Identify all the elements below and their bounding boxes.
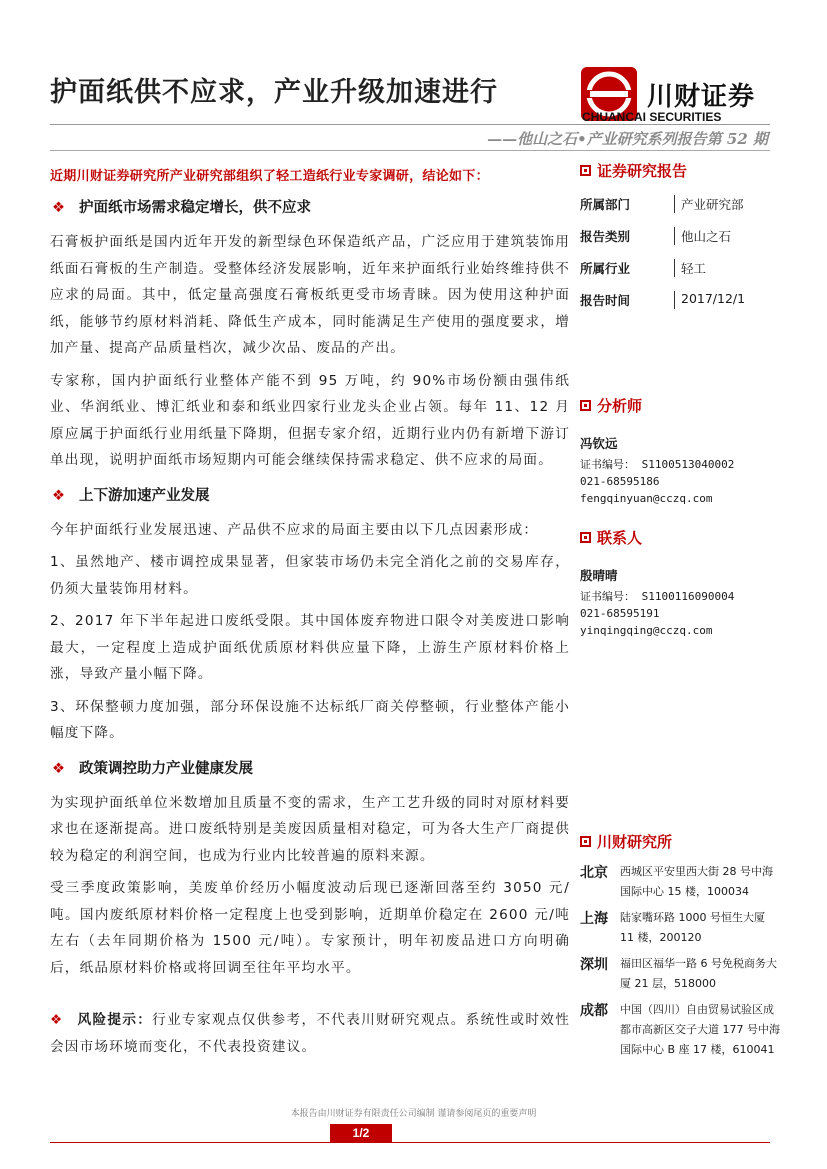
- square-bullet-icon: [580, 532, 591, 543]
- office-beijing: 北京 西城区平安里西大街 28 号中海国际中心 15 楼，100034: [580, 865, 773, 898]
- sidebar: [580, 160, 780, 1060]
- brand-name-cn: 川财证券: [647, 82, 756, 112]
- paragraph: 专家称，国内护面纸行业整体产能不到 95 万吨，约 90%市场份额由强伟纸业、华润纸业、博汇纸业和泰和纸业四家行业龙头企业占领。每年 11、12 月原应属于护面纸行业用纸量下降期，但据专家介绍，近期行业内仍有新增下游订单出现，说明护面纸市场短期内可能会继续保持需求稳定、供不应求的局面。: [50, 372, 570, 468]
- office-shenzhen: 深圳 福田区福华一路 6 号免税商务大厦 21 层，518000: [580, 957, 777, 990]
- office-chengdu: 成都 中国（四川）自由贸易试验区成都市高新区交子大道 177 号中海国际中心 B 座 17 楼，610041: [580, 1003, 780, 1056]
- square-bullet-icon: [580, 400, 591, 411]
- contact-heading: 联系人: [580, 527, 780, 548]
- analyst-name: 冯钦远: [580, 436, 618, 451]
- section-heading: ❖ 护面纸市场需求稳定增长，供不应求: [52, 200, 311, 216]
- contact-cert: 证书编号： S1100116090004: [580, 590, 735, 603]
- report-subtitle: ——他山之石•产业研究系列报告第 52 期: [487, 130, 768, 148]
- subtitle-divider: [50, 150, 770, 151]
- paragraph: 石膏板护面纸是国内近年开发的新型绿色环保造纸产品，广泛应用于建筑装饰用纸面石膏板的生产制造。受整体经济发展影响，近年来护面纸行业始终维持供不应求的局面。其中，低定量高强度石膏板纸更受市场青睐。因为使用这种护面纸，能够节约原材料消耗、降低生产成本，同时能满足生产使用的强度要求，增加产量、提高产品质量档次，减少次品、废品的产出。: [50, 234, 570, 356]
- analyst-phone: 021-68595186: [580, 475, 660, 488]
- office-shanghai: 上海 陆家嘴环路 1000 号恒生大厦 11 楼，200120: [580, 911, 765, 944]
- diamond-bullet-icon: ❖: [50, 1012, 64, 1028]
- report-title: 护面纸供不应求，产业升级加速进行: [50, 77, 498, 108]
- analyst-email[interactable]: fengqinyuan@cczq.com: [580, 492, 713, 505]
- info-row: 所属行业 轻工: [580, 261, 707, 276]
- paragraph: 3、环保整顿力度加强，部分环保设施不达标纸厂商关停整顿，行业整体产能小幅度下降。: [50, 698, 570, 741]
- analyst-heading: 分析师: [580, 395, 780, 416]
- risk-warning: ❖ 风险提示：行业专家观点仅供参考，不代表川财研究观点。系统性或时效性会因市场环境而变化，不代表投资建议。: [50, 1012, 570, 1055]
- diamond-bullet-icon: ❖: [52, 200, 65, 216]
- contact-email[interactable]: yinqingqing@cczq.com: [580, 624, 713, 637]
- brand-name-en: CHUANCAI SECURITIES: [582, 110, 722, 124]
- square-bullet-icon: [580, 836, 591, 847]
- paragraph: 为实现护面纸单位米数增加且质量不变的需求，生产工艺升级的同时对原材料要求也在逐渐提高。进口废纸特别是美废因质量相对稳定，可为各大生产厂商提供较为稳定的利润空间，也成为行业内比较普遍的原料来源。: [50, 794, 570, 864]
- page-number: 1/2: [330, 1124, 392, 1142]
- analyst-cert: 证书编号： S1100513040002: [580, 458, 735, 471]
- institute-heading: 川财研究所: [580, 831, 780, 852]
- main-content: [50, 160, 570, 1066]
- paragraph: 今年护面纸行业发展迅速、产品供不应求的局面主要由以下几点因素形成：: [50, 521, 539, 538]
- diamond-bullet-icon: ❖: [52, 487, 65, 504]
- paragraph: 1、虽然地产、楼市调控成果显著，但家装市场仍未完全消化之前的交易库存，仍须大量装饰用材料。: [50, 554, 570, 597]
- footer-divider: [50, 1142, 770, 1143]
- contact-phone: 021-68595191: [580, 607, 660, 620]
- paragraph: 2、2017 年下半年起进口废纸受限。其中国体废弃物进口限令对美废进口影响最大，一定程度上造成护面纸优质原材料供应量下降，上游生产原材料价格上涨，导致产量小幅下降。: [50, 613, 570, 682]
- section-heading: ❖ 上下游加速产业发展: [52, 487, 210, 504]
- info-row: 报告类别 他山之石: [580, 229, 732, 244]
- section-heading: ❖ 政策调控助力产业健康发展: [52, 760, 253, 777]
- diamond-bullet-icon: ❖: [52, 760, 65, 777]
- contact-name: 殷晴晴: [580, 568, 618, 583]
- intro-text: 近期川财证券研究所产业研究部组织了轻工造纸行业专家调研，结论如下：: [50, 169, 489, 184]
- paragraph: 受三季度政策影响，美废单价经历小幅度波动后现已逐渐回落至约 3050 元/吨。国内废纸原材料价格一定程度上也受到影响，近期单价稳定在 2600 元/吨左右（去年同期价格为 1500 元/吨）。专家预计，明年初废品进口方向明确后，纸品原材料价格或将回调至往年平均水平。: [50, 880, 570, 976]
- info-row: 所属部门 产业研究部: [580, 197, 744, 212]
- info-row: 报告时间 2017/12/1: [580, 291, 746, 308]
- square-bullet-icon: [580, 165, 591, 176]
- header-divider: [50, 124, 770, 125]
- report-heading: 证券研究报告: [580, 160, 780, 181]
- footer-note: 本报告由川财证券有限责任公司编制 谨请参阅尾页的重要声明: [290, 1109, 537, 1119]
